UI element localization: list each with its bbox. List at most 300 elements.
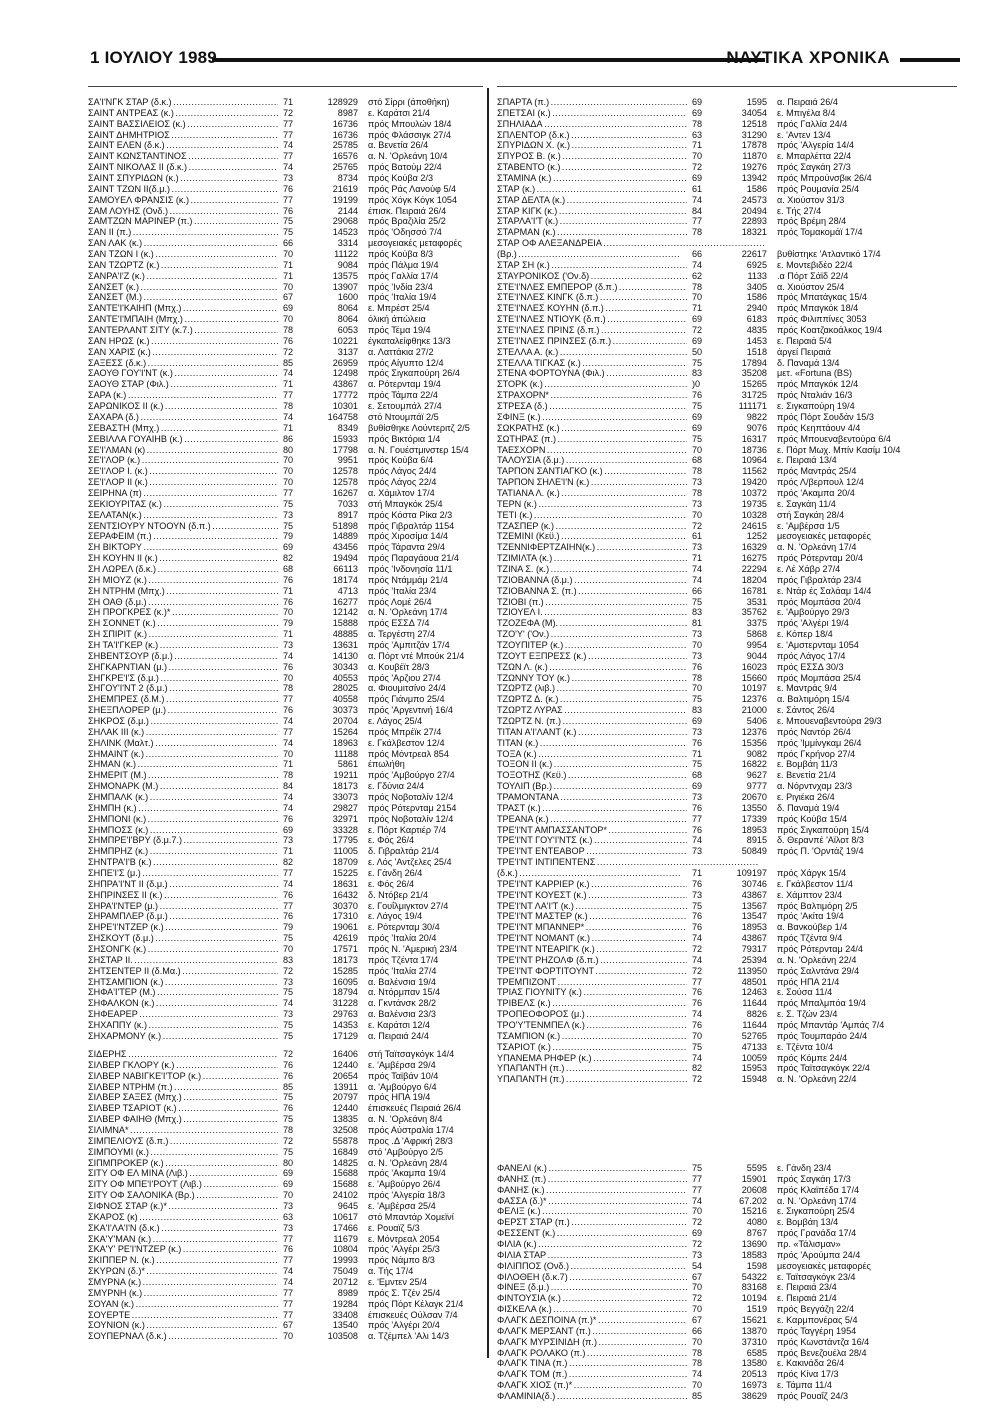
ship-name: ΣΑΡΑ (κ.) . . . [88,390,278,401]
ship-location: πρός Μπρέϊκ 27/4 [368,726,442,737]
ship-year: 78 [692,1347,703,1358]
ship-year: 74 [692,1052,703,1063]
ship-year: 77 [283,194,294,205]
ship-location: πρός Τζέντα 17/4 [368,954,439,965]
ship-name: ΣΑΝ ΧΑΡΙΣ (κ.) . . . [88,347,278,358]
ship-year: 76 [283,661,294,672]
ship-year: 67 [692,1315,703,1326]
ship-tonnage: 19993 [332,1255,358,1266]
ship-location: πρός Μομπάσα 20/4 [777,596,861,607]
ship-year: 69 [283,1179,294,1190]
ship-name: ΣΤΕ'Ι'ΝΛΕΣ ΚΙΝΓΚ (δ.π.) . . . [497,292,687,303]
ship-tonnage: 18173 [332,954,358,965]
ship-location: στό Μπαντάρ Χομεϊνί [368,1211,454,1222]
ship-name: ΤΖΟ'Υ' ('Ον.) . . . [497,629,687,640]
ship-location: ε. Φός 26/4 [368,835,415,846]
ship-location: πρ. «Τάλισμαν» [777,1239,841,1250]
ship-year: 71 [283,422,294,433]
ship-tonnage: 13835 [332,1114,358,1125]
ship-tonnage: 20712 [332,1277,358,1288]
column-rule [497,86,957,87]
ship-tonnage: 8826 [746,1009,767,1020]
ship-location: πρός 'Οδησσό 7/4 [368,227,442,238]
ship-name: ΣΤΑΒΕΝΤΟ (κ.) . . . [497,162,687,173]
ship-name: ΣΗΦΑ'Ι'ΤΕΡ (Μ.) . . . [88,987,278,998]
ship-tonnage: 17878 [741,140,767,151]
ship-name: ΣΗΜΠΟΣΣ (κ.) . . . [88,825,278,836]
ship-tonnage: 9076 [746,422,767,433]
ship-year: 73 [283,1201,294,1212]
ship-name: ΤΡΑΣΤ (κ.) . . . [497,803,687,814]
ship-name: ΤΖΑΣΠΕΡ (κ.) . . . [497,521,687,532]
ship-name: ΣΙΔΕΡΗΣ . . . [88,1049,278,1060]
ship-tonnage: 11679 [333,1233,358,1244]
ship-tonnage: 4713 [337,585,358,596]
ship-name: ΦΙΝΕΞ (δ.μ.) . . . [497,1282,687,1293]
ship-tonnage: 33073 [332,792,358,802]
ship-year: 75 [283,987,294,998]
ship-year: 73 [283,173,294,184]
ship-year: 86 [283,433,294,444]
ship-name: ΤΡΕ'Ι'ΝΤ ΓΟΥ'Ι'ΝΤΣ (κ.) . . . [497,835,687,846]
ship-year: 76 [692,998,703,1009]
ship-tonnage: 11122 [334,249,358,260]
ship-location: πρός Ρότερνταμ 20/4 [777,553,863,564]
ship-year: 70 [283,249,294,260]
ship-year: 78 [692,466,703,477]
ship-name: ΣΑΝΣΕΤ (Μ.) . . . [88,292,278,303]
ship-year: 75 [692,900,703,911]
ship-year: 66 [692,1325,703,1336]
ship-tonnage: 33328 [332,824,358,835]
ship-year: 75 [692,357,703,368]
ship-name: ΣΗΓΚΑΡΝΤΙΑΝ (μ.) . . . [88,662,278,673]
ship-year: 74 [283,792,294,802]
ship-location: ε. Σιγκαπούρη 19/4 [777,401,855,412]
ship-year: 74 [283,878,294,889]
ship-name: ΣΙΛΒΕΡ ΤΣΑΡΙΟΤ (κ.) . . . [88,1103,278,1114]
ship-year: 73 [283,976,294,987]
ship-location: δ. Ντόβερ 21/4 [368,889,429,900]
ship-name: ΣΚΑ'Ι'ΛΑ'Ι'Ν (δ.κ.) . . . [88,1223,278,1234]
ship-tonnage: 7033 [337,498,358,509]
ship-name: ΣΚΙΠΠΕΡ Ν. (κ.) . . . [88,1255,278,1266]
ship-tonnage: 66113 [333,563,358,574]
ship-name: ΣΤΕ'Ι'ΝΛΕΣ ΚΟΥΗΝ (δ.π.) . . . [497,303,687,314]
ship-name: ΥΠΑΝΕΜΑ ΡΗΦΕΡ (κ.) . . . [497,1053,687,1064]
ship-tonnage: 1586 [746,183,767,194]
ship-tonnage: 6053 [337,325,358,336]
ship-location: πρός Γκρήνορ 27/4 [777,748,856,759]
ship-year: 70 [692,1030,703,1041]
ship-tonnage: 26959 [332,357,358,368]
ship-year: 76 [283,911,294,922]
ship-location: ε. Σιγκαπούρη 25/4 [777,1206,855,1217]
ship-name: ΣΑΝ ΛΑΚ (κ.) . . . [88,238,278,249]
ship-tonnage: 43867 [332,379,358,390]
ship-location: πρός Βεγγάζη 22/4 [777,1304,855,1315]
ship-tonnage: 2940 [746,303,767,314]
ship-name: ΣΕ'Ι'ΛΜΑΝ (κ) . . . [88,445,278,456]
ship-name: ΣΤΑΜΙΝΑ (κ.) . . . [497,173,687,184]
ship-year: 78 [283,770,294,781]
ship-name: ΣΤΑΡ ΔΕΛΤΑ (κ.) . . . [497,195,687,206]
ship-location: πρός Χάργκ 15/4 [777,868,847,879]
ship-year: 78 [692,118,703,129]
ship-name: ΣΗΣΚΟΥΤ (δ.μ.) . . . [88,933,278,944]
ship-location: ε. Τάμπα 11/4 [777,1380,832,1391]
ship-year: 73 [692,889,703,900]
ship-year: 80 [283,444,294,455]
ship-year: 70 [692,1206,703,1217]
ship-tonnage: 25785 [332,140,358,151]
ship-tonnage: 8767 [746,1228,767,1239]
ship-location: πρός Νταλιάν 16/3 [777,390,853,401]
ship-year: 75 [692,759,703,770]
right-column [497,86,957,90]
ship-name: ΤΡΟΠΕΟΦΟΡΟΣ (μ.) . . . [497,1009,687,1020]
ship-location: προς .Δ 'Αφρική 28/3 [368,1135,453,1146]
ship-name: ΤΟΞΟΝ ΙΙ (κ.) . . . [497,759,687,770]
ship-location: έγκαταλείφθηκε 13/3 [368,335,451,346]
ship-year: 76 [692,987,703,998]
ship-tonnage: 12518 [741,118,767,129]
ship-tonnage: 8064 [337,314,358,325]
ship-tonnage: 32508 [332,1125,358,1136]
ship-name: ΣΤΡΑΧΟΡΝ* . . . [497,390,687,401]
ship-name: ΤΖΟΥΤ ΕΞΠΡΕΣΣ (κ.) . . . [497,651,687,662]
ship-tonnage: 30373 [332,705,358,716]
ship-year: 72 [692,965,703,976]
ship-name: ΤΙΤΑΝ Α'Ι'ΛΑΝΤ (κ.) . . . [497,727,687,738]
ship-tonnage: 43867 [741,933,767,944]
ship-name: ΣΑΙΝΤ ΑΝΤΡΕΑΣ (κ.) . . . [88,108,278,119]
ship-tonnage: 17466 [332,1222,358,1233]
ship-tonnage: 16267 [332,487,358,498]
ship-location: ε. Ρότερνταμ 30/4 [368,922,440,933]
ship-name: ΣΠΕΤΣΑΙ (κ.) . . . [497,108,687,119]
ship-name: ΣΙΜΠΟΥΜΙ (κ.) . . . [88,1147,278,1158]
ship-tonnage: 9951 [337,455,358,466]
ship-tonnage: 54322 [741,1271,767,1282]
ship-year: 76 [283,705,294,716]
ship-year: 70 [692,1380,703,1391]
ship-location: μεσογειακές μεταφορές [777,1260,871,1271]
ship-year: 74 [283,737,294,748]
ship-year: 75 [283,1146,294,1157]
ship-year: 73 [692,846,703,857]
ship-year: 74 [283,162,294,173]
ship-name: ΤΖΕΜΙΝΙ (Κεϋ.) . . . [497,531,687,542]
ship-tonnage: 5868 [746,629,767,640]
ship-name: ΣΑΙΝΤ ΝΙΚΟΛΑΣ ΙΙ (δ.κ.) . . . [88,162,278,173]
ship-name: ΣΗΡΑΜΠΛΕΡ (δ.μ.) . . . [88,911,278,922]
ship-name: ΣΗ ΣΟΝΝΕΤ (κ.) . . . [88,618,278,629]
ship-year: 74 [283,1266,294,1277]
ship-year: 76 [283,1244,294,1255]
ship-year: 77 [283,390,294,401]
ship-location: πρός Τάραντα 29/4 [368,542,445,553]
ship-tonnage: 50849 [741,846,767,857]
ship-year: 74 [283,368,294,379]
ship-name: ΣΠΗΛΙΑΔΑ . . . [497,119,687,130]
ship-year: 71 [283,270,294,281]
ship-tonnage: 16317 [741,433,767,444]
ship-location: ε. Λάγος 19/4 [368,911,423,922]
ship-tonnage: 21000 [741,705,767,716]
ship-name: ΣΗΚΡΟΣ (δ.μ.) . . . [88,716,278,727]
ship-name: ΣΗ ΠΡΟΓΚΡΕΣ (κ.)* . . . [88,607,278,618]
ship-tonnage: 10301 [332,401,358,412]
ship-location: ε. Λέ Χάβρ 27/4 [777,563,841,574]
ship-location: πρός Μπαγκόκ 18/4 [777,303,859,314]
ship-tonnage: 33408 [332,1309,358,1320]
ship-location: α. Πόρτ ντέ Μπούκ 21/4 [368,650,465,661]
ship-tonnage: 20608 [741,1184,767,1195]
ship-name: ΤΟΞΟΤΗΣ (Κεϋ.) . . . [497,770,687,781]
ship-location: α. Ν. 'Ορλεάνη 22/4 [777,954,857,965]
ship-year: 79 [283,618,294,629]
ship-location: ε. Μπαρλέττα 22/4 [777,151,852,162]
ship-year: 71 [692,303,703,314]
ship-name: ΣΤΕ'Ι'ΝΛΕΣ ΠΡΙΝΣ (δ.π.) . . . [497,325,687,336]
ship-name: ΣΕΚΙΟΥΡΙΤΑΣ (κ.) . . . [88,499,278,510]
ship-year: 72 [283,107,294,118]
ship-name: ΣΕΙΡΗΝΑ (π) . . . [88,488,278,499]
ship-name: ΣΑΝΤΕΡΛΑΝΤ ΣΙΤΥ (κ.7.) . . . [88,325,278,336]
ship-year: 73 [692,650,703,661]
ship-tonnage: 20513 [741,1369,767,1380]
ship-tonnage: 113950 [737,965,767,976]
ship-location: πρός 'Ιταλία 19/4 [368,292,437,303]
ship-name: ΣΙΛΒΕΡ ΝΑΒΙΓΚΕ'Ι'ΤΟΡ (κ.) . . . [88,1071,278,1082]
ship-year: 69 [692,715,703,726]
ship-year: 78 [283,1125,294,1136]
ship-name: ΣΙΛΒΕΡ ΓΚΛΟΡΥ (κ.) . . . [88,1060,278,1071]
ship-name: ΤΑΡΠΟΝ ΣΗΛΕ'Ι'Ν (κ.) . . . [497,477,687,488]
ship-location: πρός Αύστραλία 17/4 [368,1125,454,1136]
ship-tonnage: 43867 [741,889,767,900]
ship-year: 73 [692,629,703,640]
ship-tonnage: 1133 [747,270,767,281]
ship-tonnage: 14353 [332,1020,358,1031]
ship-year: 70 [283,281,294,292]
ship-location: ε. Ντάρ ές Σαλάαμ 14/4 [777,585,872,596]
ship-name: ΣΗΜΠΟΝΙ (κ.) . . . [88,814,278,825]
ship-name: ΤΡΕ'Ι'ΝΤ ΜΑΣΤΕΡ (κ.) . . . [497,911,687,922]
ship-location: δ. Παναμά 13/4 [777,357,840,368]
ship-location: πρός 'Ακαμπα 19/4 [368,1168,446,1179]
ship-tonnage: 3531 [746,596,767,607]
ship-name: ΤΡΕ'Ι'ΝΤ ΝΤΕΑΡΙΓΚ (κ.) . . . [497,944,687,955]
ship-year: 73 [283,835,294,846]
ship-tonnage: 24102 [332,1190,358,1201]
ship-name: ΣΤΑΡ ΚΙΓΚ (κ.) . . . [497,206,687,217]
ship-year: 54 [692,1260,703,1271]
ship-tonnage: 3314 [337,238,358,249]
ship-tonnage: 10617 [332,1211,358,1222]
ship-location: .α Πόρτ Σάϊδ 22/4 [777,270,849,281]
ship-tonnage: 16275 [741,553,767,564]
ship-tonnage: 16277 [332,596,358,607]
ship-location: ε. Βομβάη 13/4 [777,1217,839,1228]
ship-tonnage: 13575 [332,270,358,281]
ship-location: έπισκ. Πειραιά 26/4 [368,205,447,216]
ship-name: ΣΑΜΤΖΩΝ ΜΑΡΙΝΕΡ (π.) . . . [88,216,278,227]
ship-tonnage: 20797 [332,1092,358,1103]
ship-year: 68 [283,563,294,574]
ship-year: 77 [283,118,294,129]
ship-location: ε. Καράτσι 12/4 [368,1020,431,1031]
ship-location: πρός 'Ινδία 23/4 [368,281,433,292]
ship-name: ΤΖΙΜΙΛΤΑ (κ.) . . . [497,553,687,564]
ship-name: ΤΡΕ'Ι'ΝΤ ΛΑ'Ι'Τ (κ.) . . . [497,901,687,912]
ship-year: 71 [692,868,703,879]
ship-name: ΣΕΒΑΣΤΗ (Μπχ.) . . . [88,423,278,434]
ship-location: ε. Πειραιά 23/4 [777,1282,837,1293]
ship-location: έπισκευές Πειραιά 26/4 [368,1103,462,1114]
ship-year: 71 [283,379,294,390]
ship-location: πρός 'Ιταλία 27/4 [368,965,437,976]
ship-name: ΤΡΕ'Ι'ΝΤ ΦΟΡΤΙΤΟΥΝΤ . . . [497,966,687,977]
ship-location: ε. Φός 26/4 [368,878,415,889]
ship-name: ΣΗΜΟΝΑΡΚ (Μ.) . . . [88,781,278,792]
ship-year: 76 [692,1020,703,1031]
ship-location: α. Χιούστον 31/3 [777,194,845,205]
ship-location: α. Βαλένσια 23/3 [368,1009,436,1020]
ship-tonnage: 18173 [332,781,358,792]
ship-tonnage: 47133 [741,1041,767,1052]
ship-name: ΣΗΦΕΑΡΕΡ . . . [88,1009,278,1020]
ship-year: 84 [283,781,294,792]
ship-location: πρός Φλάσσιγκ 27/4 [368,129,451,140]
ship-name: ΣΤΕ'Ι'ΝΛΕΣ ΕΜΠΕΡΟΡ (δ.π.) . . . [497,282,687,293]
ship-name: ΣΟΥΑΝ (κ.) . . . [88,1299,278,1310]
ship-year: 74 [283,802,294,813]
ship-year: 72 [692,1217,703,1228]
ship-location: πρός Κλαϊπέδα 17/4 [777,1184,860,1195]
ship-location: ε. Τής 27/4 [777,205,822,216]
ship-year: 67 [692,1271,703,1282]
ship-year: 66 [283,238,294,249]
ship-name: ΣΗΠΡΙΝΣΕΣ ΙΙ (κ.) . . . [88,890,278,901]
ship-year: 81 [692,618,703,629]
ship-location: πρός 'Αμβούργο 27/4 [368,770,455,781]
ship-location: πρός Γιβραλτάρ 1154 [368,520,455,531]
ship-name: ΣΗΠΕ'Ι'Σ (μ.) . . . [88,868,278,879]
ship-year: 78 [692,487,703,498]
ship-year: 70 [283,455,294,466]
ship-year: 70 [692,444,703,455]
ship-location: πρός Χόγκ Κόγκ 1054 [368,194,458,205]
ship-location: πρός Κεηπτάουν 4/4 [777,422,861,433]
ship-name: ΦΕΡΣΤ ΣΤΑΡ (π.) . . . [497,1217,687,1228]
ship-location: πρός Βαλτιμόρη 2/5 [777,900,858,911]
ship-year: 71 [283,585,294,596]
ship-location: ε. Κακινάδα 26/4 [777,1358,845,1369]
ship-location: πρός Μόντρεαλ 854 [368,748,449,759]
ship-tonnage: 9822 [746,411,767,422]
ship-tonnage: 15285 [332,965,358,976]
ship-name: ΣΗ ΒΙΚΤΟΡΥ . . . [88,542,278,553]
ship-tonnage: 8989 [337,1287,358,1298]
ship-year: 76 [692,737,703,748]
ship-location: άργεί Πειραιά [777,346,831,357]
ship-location: ε. Γάνδη 26/4 [368,868,423,879]
page-date: 1 ΙΟΥΛΙΟΥ 1989 [90,48,217,67]
ship-year: 75 [283,933,294,944]
ship-location: α. Ν. 'Ορλεάνη 22/4 [777,1074,857,1085]
ship-year: 76 [283,1059,294,1070]
ship-tonnage: 109197 [736,868,767,879]
ship-name: ΣΩΤΗΡΑΣ (π.) . . . [497,434,687,445]
ship-year: 69 [692,97,703,107]
ship-name: ΣΑΜ ΛΟΥΗΣ (Ονδ.) . . . [88,206,278,217]
ship-year: 77 [283,1255,294,1266]
ship-tonnage: 11644 [742,1020,767,1031]
ship-name: ΣΑΧΑΡΑ (δ.) . . . [88,412,278,423]
ship-tonnage: 17339 [741,813,767,824]
ship-tonnage: 3405 [746,281,767,292]
ship-name: ΤΡΟ'Υ'ΤΕΝΜΠΕΛ (κ.) . . . [497,1020,687,1031]
ship-location: πρός 'Ινδονησία 11/1 [368,563,453,574]
ship-name: ΣΑΞΕΣΣ (δ.κ.) . . . [88,358,278,369]
ship-year: 76 [283,1103,294,1114]
ship-tonnage: 1595 [746,97,767,107]
ship-name: ΦΙΛΙΠΠΟΣ (Ονδ.) . . . [497,1261,687,1272]
ship-tonnage: 17571 [332,944,358,955]
ship-tonnage: 31228 [332,998,358,1009]
ship-location: όλική άπώλεια [368,314,426,325]
ship-name: ΣΤΑΡ (κ.) . . . [497,184,687,195]
ship-name: ΣΗΕΞΠΛΟΡΕΡ (μ.) . . . [88,705,278,716]
ship-name: ΤΕΤΙ (κ.) . . . [497,510,687,521]
ship-tonnage: 22617 [741,249,767,260]
ship-location: πρός Κόστα Ρίκα 2/3 [368,509,453,520]
ship-tonnage: 9627 [746,770,767,781]
ship-location: α. Ν. 'Ορλεάνη 17/4 [777,542,857,553]
ship-location: πρός Λάγος 22/4 [368,477,437,488]
ship-location: ε. Πειραιά 5/4 [777,335,832,346]
ship-location: στή Ταϊτσαγκόγκ 14/4 [368,1049,455,1059]
ship-name: ΤΟΥΛΙΠ (Βρ.) . . . [497,781,687,792]
ship-tonnage: 6925 [746,259,767,270]
ship-year: 83 [692,368,703,379]
ship-year: 71 [283,629,294,640]
ship-tonnage: 31290 [741,129,767,140]
ship-tonnage: 13907 [332,281,358,292]
ship-name: ΤΡΕ'Ι'ΝΤ ΙΝΤΙΠΕΝΤΕΝΣ . . . [497,857,687,868]
ship-name: ΣΑΜΟΥΕΛ ΦΡΑΝΣΙΣ (κ.) . . . [88,195,278,206]
ship-location: πρός 'Αλγερία 14/4 [777,140,855,151]
ship-location: πρός Κούβα 6/4 [368,455,434,466]
ship-location: πρός 'Αλγερία 18/3 [368,1190,446,1201]
ship-tonnage: 10328 [741,509,767,520]
ship-tonnage: 13547 [741,911,767,922]
ship-location: α. Βαλένσια 19/4 [368,976,436,987]
ship-year: 69 [692,411,703,422]
ship-name: ΣΕ'Ι'ΛΟΡ ΙΙ (κ.) . . . [88,477,278,488]
ship-year: 78 [692,1358,703,1369]
ship-location: α. Φιουμιτσίνο 24/4 [368,683,446,694]
ship-name: ΣΑΙΝΤ ΚΩΝΣΤΑΝΤΙΝΟΣ . . . [88,151,278,162]
ship-tonnage: 30370 [332,900,358,911]
ship-name: ΣΗ ΜΙΟΥΖ (κ.) . . . [88,575,278,586]
ship-name: ΦΛΑΓΚ ΜΥΡΣΙΝΙΔΗ (π.) . . . [497,1337,687,1348]
ship-name: ΤΖΩΝΝΥ ΤΟΥ (κ.) . . . [497,673,687,684]
ship-year: 74 [692,835,703,846]
ship-location: πρός Πόρτ Σουδάν 15/3 [777,411,874,422]
